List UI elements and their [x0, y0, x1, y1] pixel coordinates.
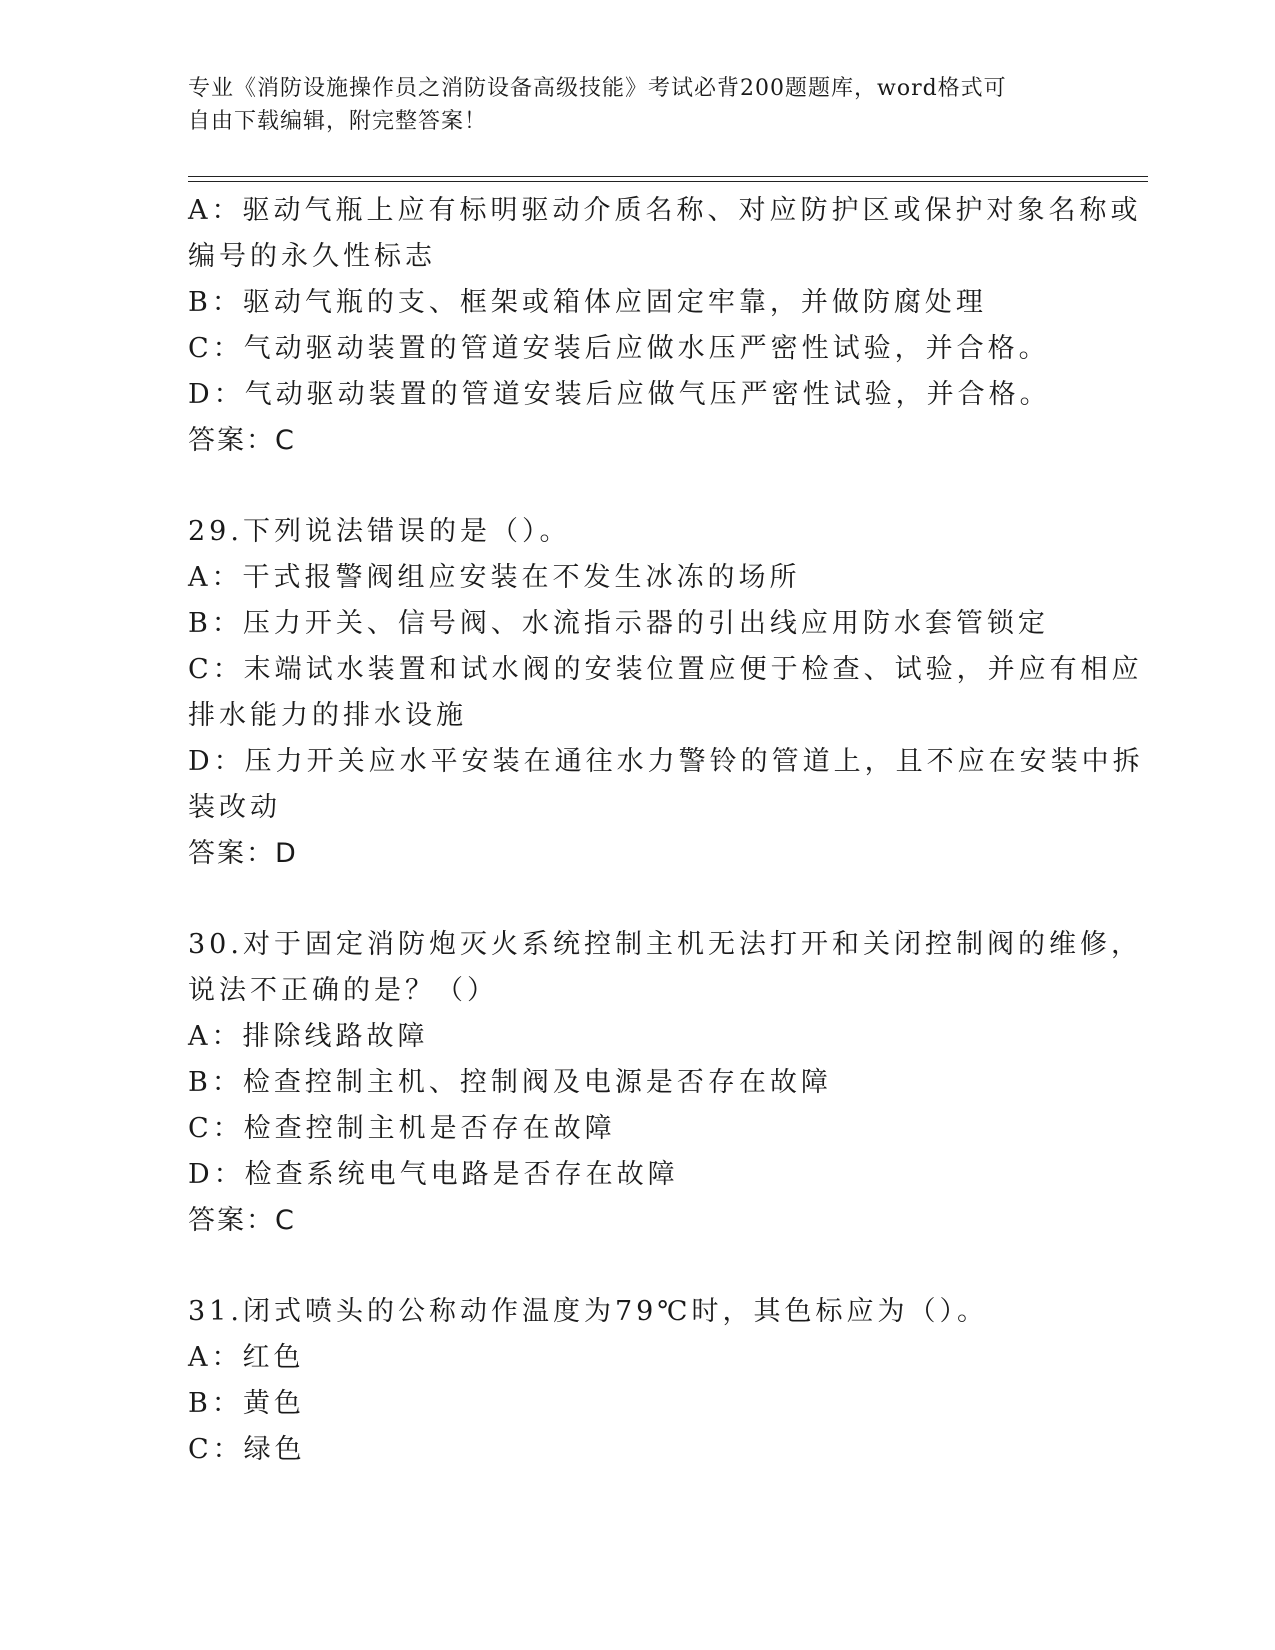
header-line-1: 专业《消防设施操作员之消防设备高级技能》考试必背200题题库，word格式可 [188, 76, 1007, 101]
spacer [188, 1244, 1088, 1289]
question-stem-line-2: 说法不正确的是？（） [188, 975, 498, 1006]
header-rule-bottom [188, 181, 1148, 182]
header-rule-top [188, 176, 1148, 177]
option-d-line-2: 装改动 [188, 792, 281, 823]
question-29 [188, 509, 1144, 877]
option-a-line-2: 编号的永久性标志 [188, 241, 436, 272]
answer: 答案：C [188, 425, 296, 456]
question-28 [188, 188, 1142, 464]
question-stem: 29.下列说法错误的是（）。 [188, 516, 571, 547]
question-stem-line-1: 30.对于固定消防炮灭火系统控制主机无法打开和关闭控制阀的维修， [188, 929, 1142, 960]
question-stem: 31.闭式喷头的公称动作温度为79℃时，其色标应为（）。 [188, 1296, 988, 1327]
spacer [188, 877, 1088, 922]
option-c-line-2: 排水能力的排水设施 [188, 700, 467, 731]
option-c: C：气动驱动装置的管道安装后应做水压严密性试验，并合格。 [188, 333, 1050, 364]
question-content [188, 188, 1144, 1473]
option-a: A：排除线路故障 [188, 1021, 429, 1052]
option-c-line-1: C：末端试水装置和试水阀的安装位置应便于检查、试验，并应有相应 [188, 654, 1143, 685]
option-b: B：驱动气瓶的支、框架或箱体应固定牢靠，并做防腐处理 [188, 287, 987, 318]
answer: 答案：C [188, 1205, 296, 1236]
option-a: A：红色 [188, 1342, 305, 1373]
spacer [188, 464, 1088, 509]
question-31 [188, 1289, 1088, 1473]
option-a: A：干式报警阀组应安装在不发生冰冻的场所 [188, 562, 801, 593]
option-b: B：检查控制主机、控制阀及电源是否存在故障 [188, 1067, 832, 1098]
option-d-line-1: D：压力开关应水平安装在通往水力警铃的管道上，且不应在安装中拆 [188, 746, 1144, 777]
option-c: C：检查控制主机是否存在故障 [188, 1113, 616, 1144]
answer: 答案：D [188, 838, 298, 869]
option-a-line-1: A：驱动气瓶上应有标明驱动介质名称、对应防护区或保护对象名称或 [188, 195, 1142, 226]
document-header [188, 72, 1068, 138]
question-30 [188, 922, 1142, 1244]
option-d: D：气动驱动装置的管道安装后应做气压严密性试验，并合格。 [188, 379, 1051, 410]
option-c: C：绿色 [188, 1434, 306, 1465]
option-b: B：黄色 [188, 1388, 305, 1419]
option-b: B：压力开关、信号阀、水流指示器的引出线应用防水套管锁定 [188, 608, 1049, 639]
option-d: D：检查系统电气电路是否存在故障 [188, 1159, 679, 1190]
header-line-2: 自由下载编辑，附完整答案！ [188, 109, 488, 134]
